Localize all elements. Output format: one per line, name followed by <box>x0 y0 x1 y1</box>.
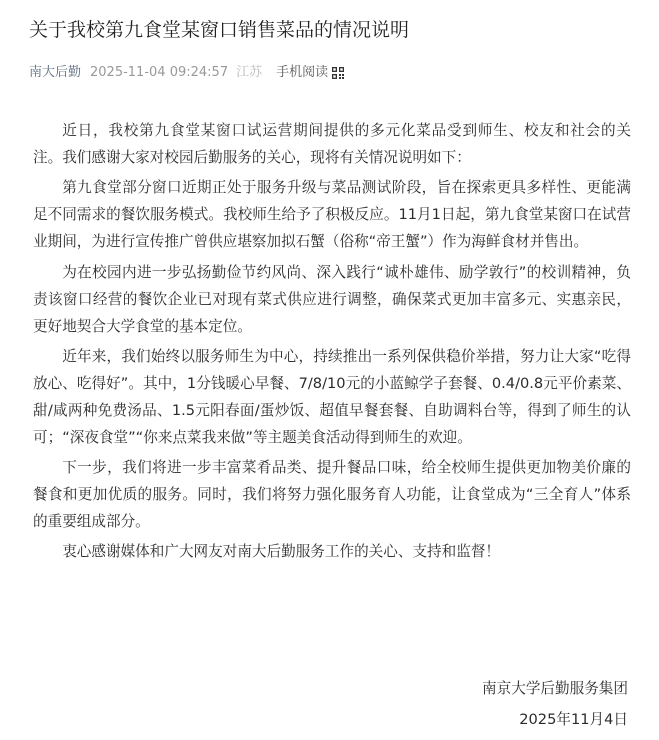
article-title: 关于我校第九食堂某窗口销售菜品的情况说明 <box>29 19 410 41</box>
region-label: 江苏 <box>236 65 263 80</box>
paragraph-intro: 近日，我校第九食堂某窗口试运营期间提供的多元化菜品受到师生、校友和社会的关注。我们感谢大家对校园后勤服务的关心，现将有关情况说明如下： <box>33 122 631 166</box>
source-link[interactable]: 南大后勤 <box>29 65 82 80</box>
paragraph-background: 第九食堂部分窗口近期正处于服务升级与菜品测试阶段，旨在探索更具多样性、更能满足不同需求的餐饮服务模式。我校师生给予了积极反应。11月1日起，第九食堂某窗口在试营业期间，为进行宣传推广曾供应堪察加拟石蟹（俗称“帝王蟹”）作为海鲜食材并售出。 <box>33 179 631 250</box>
publish-timestamp: 2025-11-04 09:24:57 <box>90 65 229 80</box>
qr-code-icon[interactable] <box>332 67 344 79</box>
mobile-read-button[interactable]: 手机阅读 <box>276 65 329 80</box>
signature-date: 2025年11月4日 <box>519 711 628 728</box>
paragraph-next-steps: 下一步，我们将进一步丰富菜肴品类、提升餐品口味，给全校师生提供更加物美价廉的餐食和更加优质的服务。同时，我们将努力强化服务育人功能，让食堂成为“三全育人”体系的重要组成部分。 <box>33 459 631 530</box>
signature-organization: 南京大学后勤服务集团 <box>482 680 628 697</box>
signature-block <box>482 673 628 735</box>
paragraph-adjustment: 为在校园内进一步弘扬勤俭节约风尚、深入践行“诚朴雄伟、励学敦行”的校训精神，负责该窗口经营的餐饮企业已对现有菜式供应进行调整，确保菜式更加丰富多元、实惠亲民，更好地契合大学食堂的基本定位。 <box>33 264 631 335</box>
article-body <box>33 117 631 568</box>
article-meta <box>29 63 344 83</box>
paragraph-thanks: 衷心感谢媒体和广大网友对南大后勤服务工作的关心、支持和监督！ <box>62 543 501 560</box>
paragraph-measures: 近年来，我们始终以服务师生为中心，持续推出一系列保供稳价举措，努力让大家“吃得放心、吃得好”。其中，1分钱暖心早餐、7/8/10元的小蓝鲸学子套餐、0.4/0.8元平价素菜、甜/咸两种免费汤品、1.5元阳春面/蛋炒饭、超值早餐套餐、自助调料台等，得到了师生的认可；“深夜食堂”“你来点菜我来做”等主题美食活动得到师生的欢迎。 <box>33 348 631 446</box>
